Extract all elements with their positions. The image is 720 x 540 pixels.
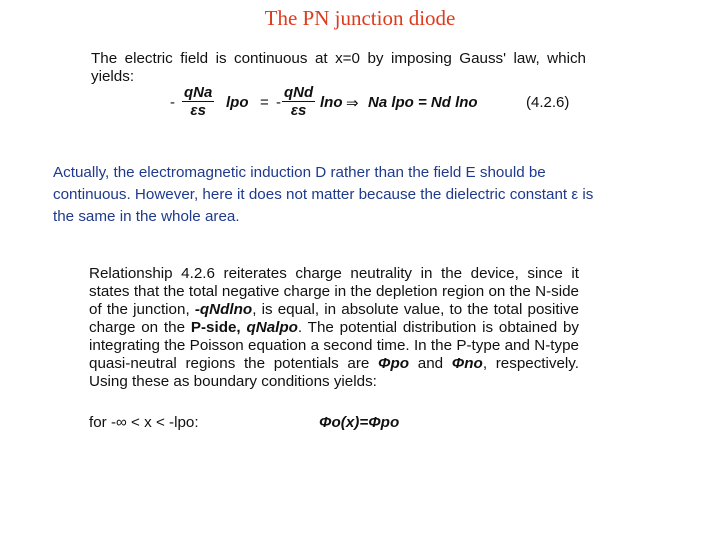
implies-arrow: ⇒: [346, 95, 359, 112]
boundary-condition-result: Φo(x)=Φpo: [319, 414, 400, 431]
minus-sign: -: [170, 94, 175, 111]
term-lpo: lpo: [226, 94, 249, 111]
paragraph-text: Relationship 4.2.6 reiterates charge neutrality in the device, since it states that the total negative charge in the depletion region on the N-side of the junction,: [89, 265, 579, 318]
positive-charge-term: qNalpo: [246, 319, 298, 336]
paragraph-text: and: [409, 355, 452, 372]
fraction-qnd-es: [282, 84, 315, 120]
paragraph-text: , is equal, in absolute value, to the total positive charge on the: [89, 301, 579, 336]
slide-title: The PN junction diode: [264, 6, 456, 30]
charge-balance: Na lpo = Nd lno: [368, 94, 478, 111]
fraction-numerator: qNa: [184, 84, 213, 101]
fraction-qna-es: [182, 84, 214, 120]
minus-sign: -: [276, 94, 281, 111]
equation-number: (4.2.6): [526, 94, 570, 111]
paragraph-text: , respectively. Using these as boundary conditions yields:: [89, 355, 579, 390]
p-side-label: P-side,: [190, 319, 247, 336]
equals-sign: =: [260, 94, 269, 111]
fraction-numerator: qNd: [284, 84, 314, 101]
charge-neutrality-paragraph: [89, 265, 579, 391]
paragraph-text: . The potential distribution is obtained by integrating the Poisson equation a second time. In the P-type and N-type quasi-neutral regions the potentials are: [89, 319, 579, 372]
induction-note: Actually, the electromagnetic induction D rather than the field E should be continuous. However, here it does not matter because the dielectric constant ε is the same in the whole area.: [53, 164, 594, 225]
phi-po-term: Φpo: [378, 355, 410, 372]
term-lno: lno: [320, 94, 343, 111]
negative-charge-term: -qNdlno: [194, 301, 253, 318]
gauss-law-paragraph: The electric field is continuous at x=0 by imposing Gauss' law, which yields:: [91, 50, 586, 85]
fraction-denominator: εs: [190, 102, 206, 119]
fraction-denominator: εs: [290, 102, 307, 119]
phi-no-term: Φno: [451, 355, 483, 372]
boundary-condition-range: for -∞ < x < -lpo:: [89, 414, 199, 431]
equation-4-2-6: [168, 84, 598, 124]
